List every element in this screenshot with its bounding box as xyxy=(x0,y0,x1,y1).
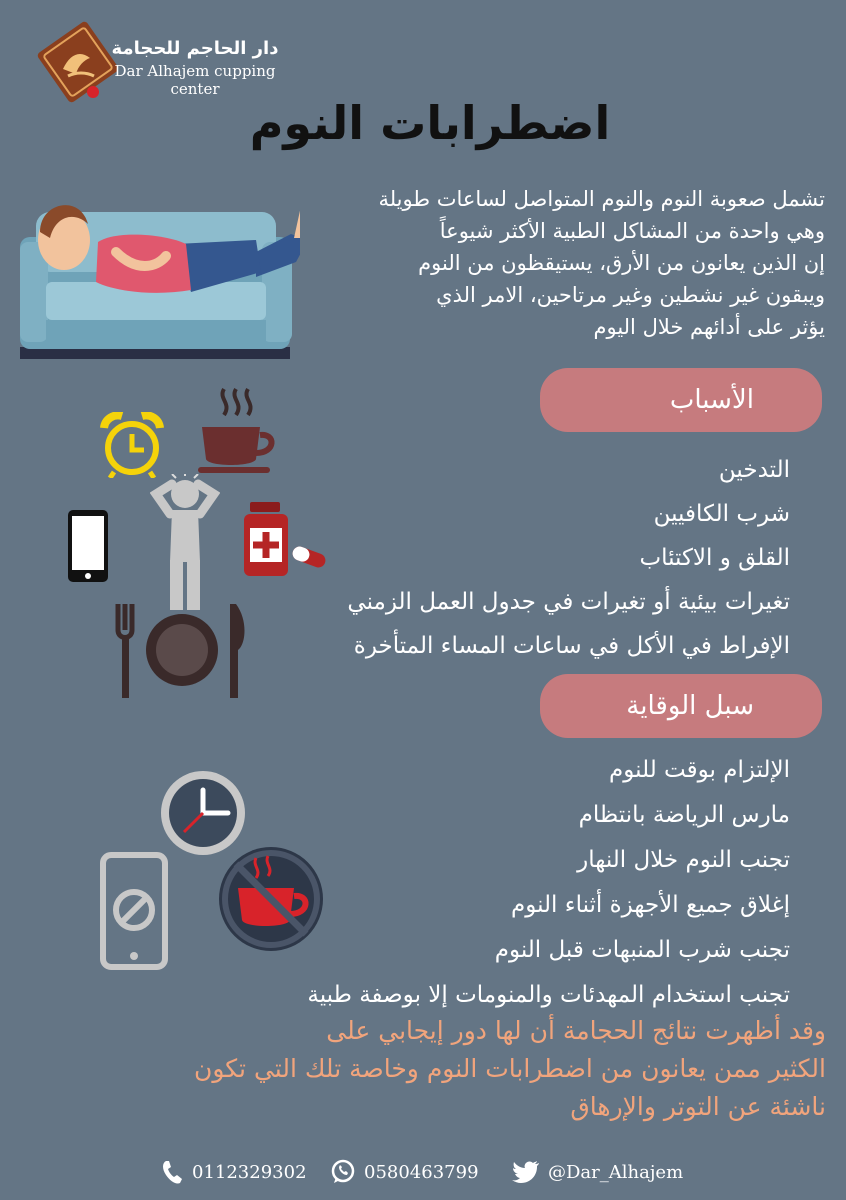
sleeping-man-on-sofa-icon xyxy=(16,182,300,362)
intro-paragraph xyxy=(300,183,825,343)
list-item: تجنب استخدام المهدئات والمنومات إلا بوصفة طبية xyxy=(307,982,790,1008)
list-item: تغيرات بيئية أو تغيرات في جدول العمل الزمني xyxy=(347,589,790,615)
closing-line: ناشئة عن التوتر والإرهاق xyxy=(570,1092,826,1121)
smartphone-icon xyxy=(66,508,110,584)
causes-heading: الأسباب xyxy=(540,368,822,432)
intro-line: ويبقون غير نشطين وغير مرتاحين، الامر الذي xyxy=(436,283,825,307)
twitter-icon xyxy=(512,1160,540,1184)
prevention-list xyxy=(180,748,790,1018)
twitter-contact[interactable] xyxy=(512,1158,683,1186)
list-item: التدخين xyxy=(718,457,790,483)
closing-line: وقد أظهرت نتائج الحجامة أن لها دور إيجابي على xyxy=(326,1016,826,1045)
phone-contact[interactable] xyxy=(162,1158,307,1186)
intro-line: وهي واحدة من المشاكل الطبية الأكثر شيوعاً xyxy=(439,219,825,243)
twitter-handle: @Dar_Alhajem xyxy=(548,1161,684,1183)
brand-name-arabic: دار الحاجم للحجامة xyxy=(111,38,279,59)
intro-line: إن الذين يعانون من الأرق، يستيقظون من النوم xyxy=(418,251,825,275)
page-title: اضطرابات النوم xyxy=(249,96,611,150)
stressed-person-icon xyxy=(150,474,220,612)
phone-blocked-icon xyxy=(100,852,168,970)
list-item: الإلتزام بوقت للنوم xyxy=(609,757,790,783)
prevention-heading: سبل الوقاية xyxy=(540,674,822,738)
phone-number: 0112329302 xyxy=(192,1161,307,1183)
causes-list xyxy=(240,448,790,668)
list-item: تجنب شرب المنبهات قبل النوم xyxy=(494,937,790,963)
brand-name-english: Dar Alhajem cupping center xyxy=(114,62,276,98)
phone-icon xyxy=(162,1159,184,1185)
alarm-clock-icon xyxy=(100,412,164,478)
plate-fork-knife-icon xyxy=(112,600,252,700)
list-item: إغلاق جميع الأجهزة أثناء النوم xyxy=(510,892,790,918)
list-item: شرب الكافيين xyxy=(653,501,790,527)
intro-line: يؤثر على أدائهم خلال اليوم xyxy=(593,315,825,339)
list-item: القلق و الاكتئاب xyxy=(639,545,790,571)
intro-line: تشمل صعوبة النوم والنوم المتواصل لساعات طويلة xyxy=(378,187,825,211)
list-item: تجنب النوم خلال النهار xyxy=(577,847,790,873)
list-item: مارس الرياضة بانتظام xyxy=(578,802,790,828)
whatsapp-contact[interactable] xyxy=(330,1158,479,1186)
list-item: الإفراط في الأكل في ساعات المساء المتأخرة xyxy=(353,633,790,659)
closing-line: الكثير ممن يعانون من اضطرابات النوم وخاصة تلك التي تكون xyxy=(193,1054,826,1083)
whatsapp-icon xyxy=(330,1159,356,1185)
closing-paragraph xyxy=(20,1012,826,1126)
whatsapp-number: 0580463799 xyxy=(364,1161,479,1183)
